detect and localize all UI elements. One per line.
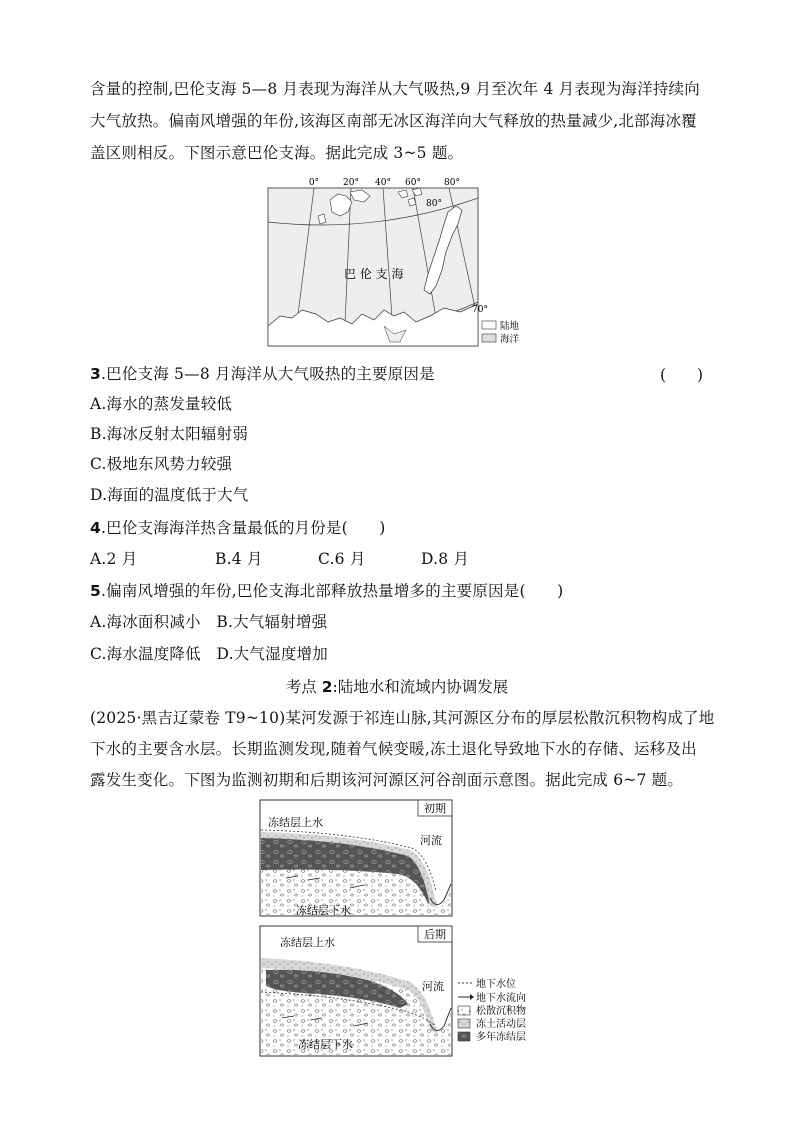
intro-line-2: 大气放热。偏南风增强的年份,该海区南部无冰区海洋向大气释放的热量减少,北部海冰覆 (90, 112, 697, 130)
lon-label-40: 40° (375, 178, 391, 188)
passage-line-1: (2025·黑吉辽蒙卷 T9~10)某河发源于祁连山脉,其河源区分布的厚层松散沉积物构成了地 (90, 709, 715, 727)
q3-answer-bracket: ( ) (660, 366, 704, 384)
q4-number: 4 (90, 519, 101, 537)
q3-option-a: A.海水的蒸发量较低 (90, 395, 233, 413)
q5-options-row-2: C.海水温度降低 D.大气湿度增加 (90, 645, 328, 663)
q3-option-d: D.海面的温度低于大气 (90, 486, 249, 504)
early-panel (260, 800, 452, 917)
q4-text: .巴伦支海海洋热含量最低的月份是( ) (101, 519, 386, 537)
lon-label-60: 60° (405, 178, 421, 188)
early-label-below: 冻结层下水 (296, 904, 351, 917)
q3-text: .巴伦支海 5—8 月海洋从大气吸热的主要原因是 (101, 365, 435, 383)
section-number: 2 (321, 678, 333, 696)
legend-sea-swatch (482, 334, 496, 342)
late-label-below: 冻结层下水 (298, 1038, 353, 1051)
q5-number: 5 (90, 582, 101, 600)
sea-label: 巴 伦 支 海 (344, 267, 404, 281)
late-label-above: 冻结层上水 (280, 936, 335, 949)
q5-text: .偏南风增强的年份,巴伦支海北部释放热量增多的主要原因是( ) (101, 582, 564, 600)
q4-option-b: B.4 月 (215, 550, 263, 568)
question-3 (90, 363, 435, 385)
question-4 (90, 517, 386, 539)
late-panel (260, 926, 452, 1056)
late-tag: 后期 (424, 928, 446, 941)
early-label-above: 冻结层上水 (268, 816, 323, 829)
barents-sea-map (266, 176, 530, 348)
early-label-river: 河流 (420, 834, 442, 847)
legend-permafrost: 多年冻结层 (476, 1032, 526, 1043)
legend-active-layer: 冻土活动层 (476, 1019, 526, 1030)
legend-permafrost-swatch (458, 1032, 470, 1041)
lon-label-0: 0° (308, 178, 320, 188)
legend-water-table: 地下水位 (476, 979, 516, 990)
lon-label-20: 20° (343, 178, 359, 188)
river-valley-profile-figure (258, 798, 540, 1060)
lat-label-70: 70° (472, 305, 488, 315)
legend-land-swatch (482, 321, 496, 329)
legend-land-label: 陆地 (500, 321, 520, 332)
legend-flow-direction: 地下水流向 (476, 993, 526, 1004)
section-title: :陆地水和流域内协调发展 (332, 678, 509, 696)
late-label-river: 河流 (422, 980, 444, 993)
q3-option-b: B.海冰反射太阳辐射弱 (90, 425, 249, 443)
legend-active-layer-swatch (458, 1019, 470, 1028)
q4-option-a: A.2 月 (90, 550, 138, 568)
section-prefix: 考点 (285, 678, 322, 696)
question-5 (90, 580, 563, 602)
passage-line-3: 露发生变化。下图为监测初期和后期该河河源区河谷剖面示意图。据此完成 6~7 题。 (90, 771, 684, 789)
section-heading (0, 675, 794, 697)
q4-option-c: C.6 月 (318, 550, 366, 568)
legend-loose-sediment: 松散沉积物 (476, 1006, 526, 1017)
q3-number: 3 (90, 365, 101, 383)
q4-option-d: D.8 月 (421, 550, 470, 568)
legend-loose-sediment-swatch (458, 1006, 470, 1015)
intro-line-3: 盖区则相反。下图示意巴伦支海。据此完成 3~5 题。 (90, 144, 464, 162)
early-tag: 初期 (424, 802, 446, 815)
lon-label-80: 80° (444, 178, 460, 188)
q5-options-row-1: A.海冰面积减小 B.大气辐射增强 (90, 613, 328, 631)
lat-label-80: 80° (426, 199, 442, 209)
intro-line-1: 含量的控制,巴伦支海 5—8 月表现为海洋从大气吸热,9 月至次年 4 月表现为海洋持续向 (90, 80, 700, 98)
q3-option-c: C.极地东风势力较强 (90, 455, 233, 473)
legend-sea-label: 海洋 (500, 334, 520, 345)
profile-legend (458, 977, 526, 1043)
passage-line-2: 下水的主要含水层。长期监测发现,随着气候变暖,冻土退化导致地下水的存储、运移及出 (90, 740, 697, 758)
